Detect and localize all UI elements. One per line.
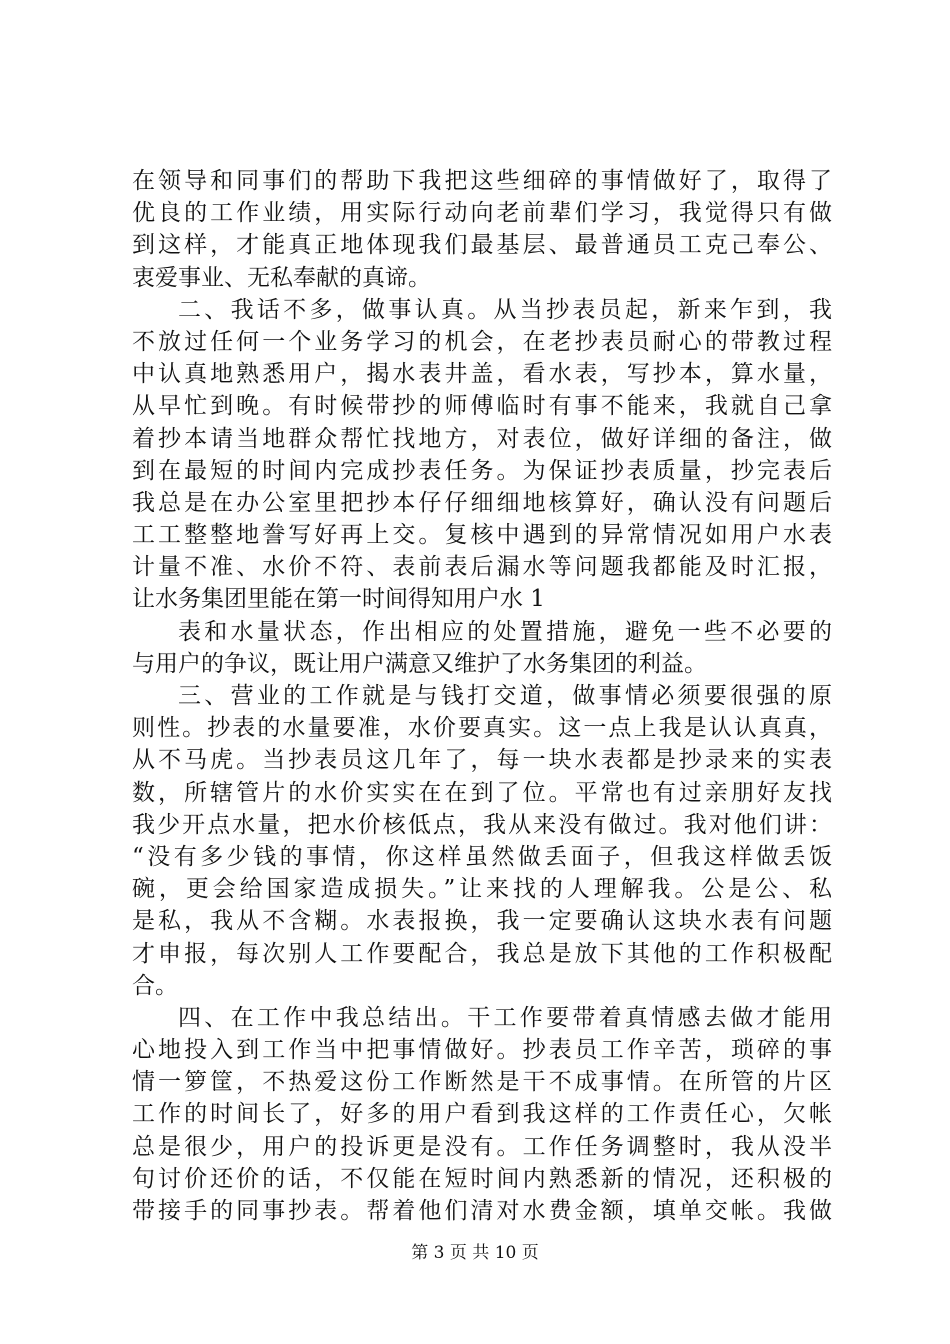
text-line: 带接手的同事抄表。帮着他们清对水费金额，填单交帐。我做 (132, 1198, 832, 1224)
text-line: “没有多少钱的事情，你这样虽然做丢面子，但我这样做丢饭 (132, 843, 832, 870)
text-line: 我少开点水量，把水价核低点，我从来没有做过。我对他们讲： (132, 811, 832, 838)
text-line: 三、营业的工作就是与钱打交道，做事情必须要很强的原 (178, 683, 832, 709)
text-line: 着抄本请当地群众帮忙找地方，对表位，做好详细的备注，做 (132, 425, 832, 452)
text-line: 才申报，每次别人工作要配合，我总是放下其他的工作积极配 (132, 940, 832, 967)
text-line: 合。 (132, 972, 178, 999)
text-line: 计量不准、水价不符、表前表后漏水等问题我都能及时汇报， (132, 554, 832, 581)
text-line: 四、在工作中我总结出。干工作要带着真情感去做才能用 (178, 1004, 832, 1031)
text-line: 到这样，才能真正地体现我们最基层、最普通员工克己奉公、 (132, 232, 832, 259)
text-line: 让水务集团里能在第一时间得知用户水 1 (132, 586, 545, 613)
text-line: 情一箩筐，不热爱这份工作断然是干不成事情。在所管的片区 (132, 1069, 832, 1096)
text-line: 表和水量状态，作出相应的处置措施，避免一些不必要的 (178, 618, 832, 645)
text-line: 总是很少，用户的投诉更是没有。工作任务调整时，我从没半 (132, 1133, 832, 1160)
document-body (132, 165, 832, 1227)
text-line: 心地投入到工作当中把事情做好。抄表员工作辛苦，琐碎的事 (132, 1037, 832, 1064)
text-line: 碗，更会给国家造成损失。”让来找的人理解我。公是公、私 (132, 876, 832, 903)
text-line: 从早忙到晚。有时候带抄的师傅临时有事不能来，我就自己拿 (132, 393, 832, 420)
text-line: 工作的时间长了，好多的用户看到我这样的工作责任心，欠帐 (132, 1101, 832, 1128)
text-line: 是私，我从不含糊。水表报换，我一定要确认这块水表有问题 (132, 908, 832, 935)
text-line: 二、我话不多，做事认真。从当抄表员起，新来乍到，我 (178, 296, 832, 323)
text-line: 从不马虎。当抄表员这几年了，每一块水表都是抄录来的实表 (132, 747, 832, 774)
text-line: 则性。抄表的水量要准，水价要真实。这一点上我是认认真真， (132, 715, 832, 742)
text-line: 到在最短的时间内完成抄表任务。为保证抄表质量，抄完表后 (132, 457, 832, 484)
text-line: 数，所辖管片的水价实实在在到了位。平常也有过亲朋好友找 (132, 779, 832, 806)
text-line: 优良的工作业绩，用实际行动向老前辈们学习，我觉得只有做 (132, 200, 832, 227)
page-footer (0, 1238, 950, 1263)
page-number-label: 第 3 页 共 10 页 (411, 1243, 539, 1263)
text-line: 句讨价还价的话，不仅能在短时间内熟悉新的情况，还积极的 (132, 1165, 832, 1192)
text-line: 在领导和同事们的帮助下我把这些细碎的事情做好了，取得了 (132, 168, 832, 194)
text-line: 中认真地熟悉用户，揭水表井盖，看水表，写抄本，算水量， (132, 361, 832, 388)
text-line: 工工整整地誊写好再上交。复核中遇到的异常情况如用户水表 (132, 522, 832, 549)
text-line: 与用户的争议，既让用户满意又维护了水务集团的利益。 (132, 650, 707, 677)
text-line: 衷爱事业、无私奉献的真谛。 (132, 264, 431, 291)
text-line: 我总是在办公室里把抄本仔仔细细地核算好，确认没有问题后 (132, 489, 832, 516)
text-line: 不放过任何一个业务学习的机会，在老抄表员耐心的带教过程 (132, 328, 832, 355)
